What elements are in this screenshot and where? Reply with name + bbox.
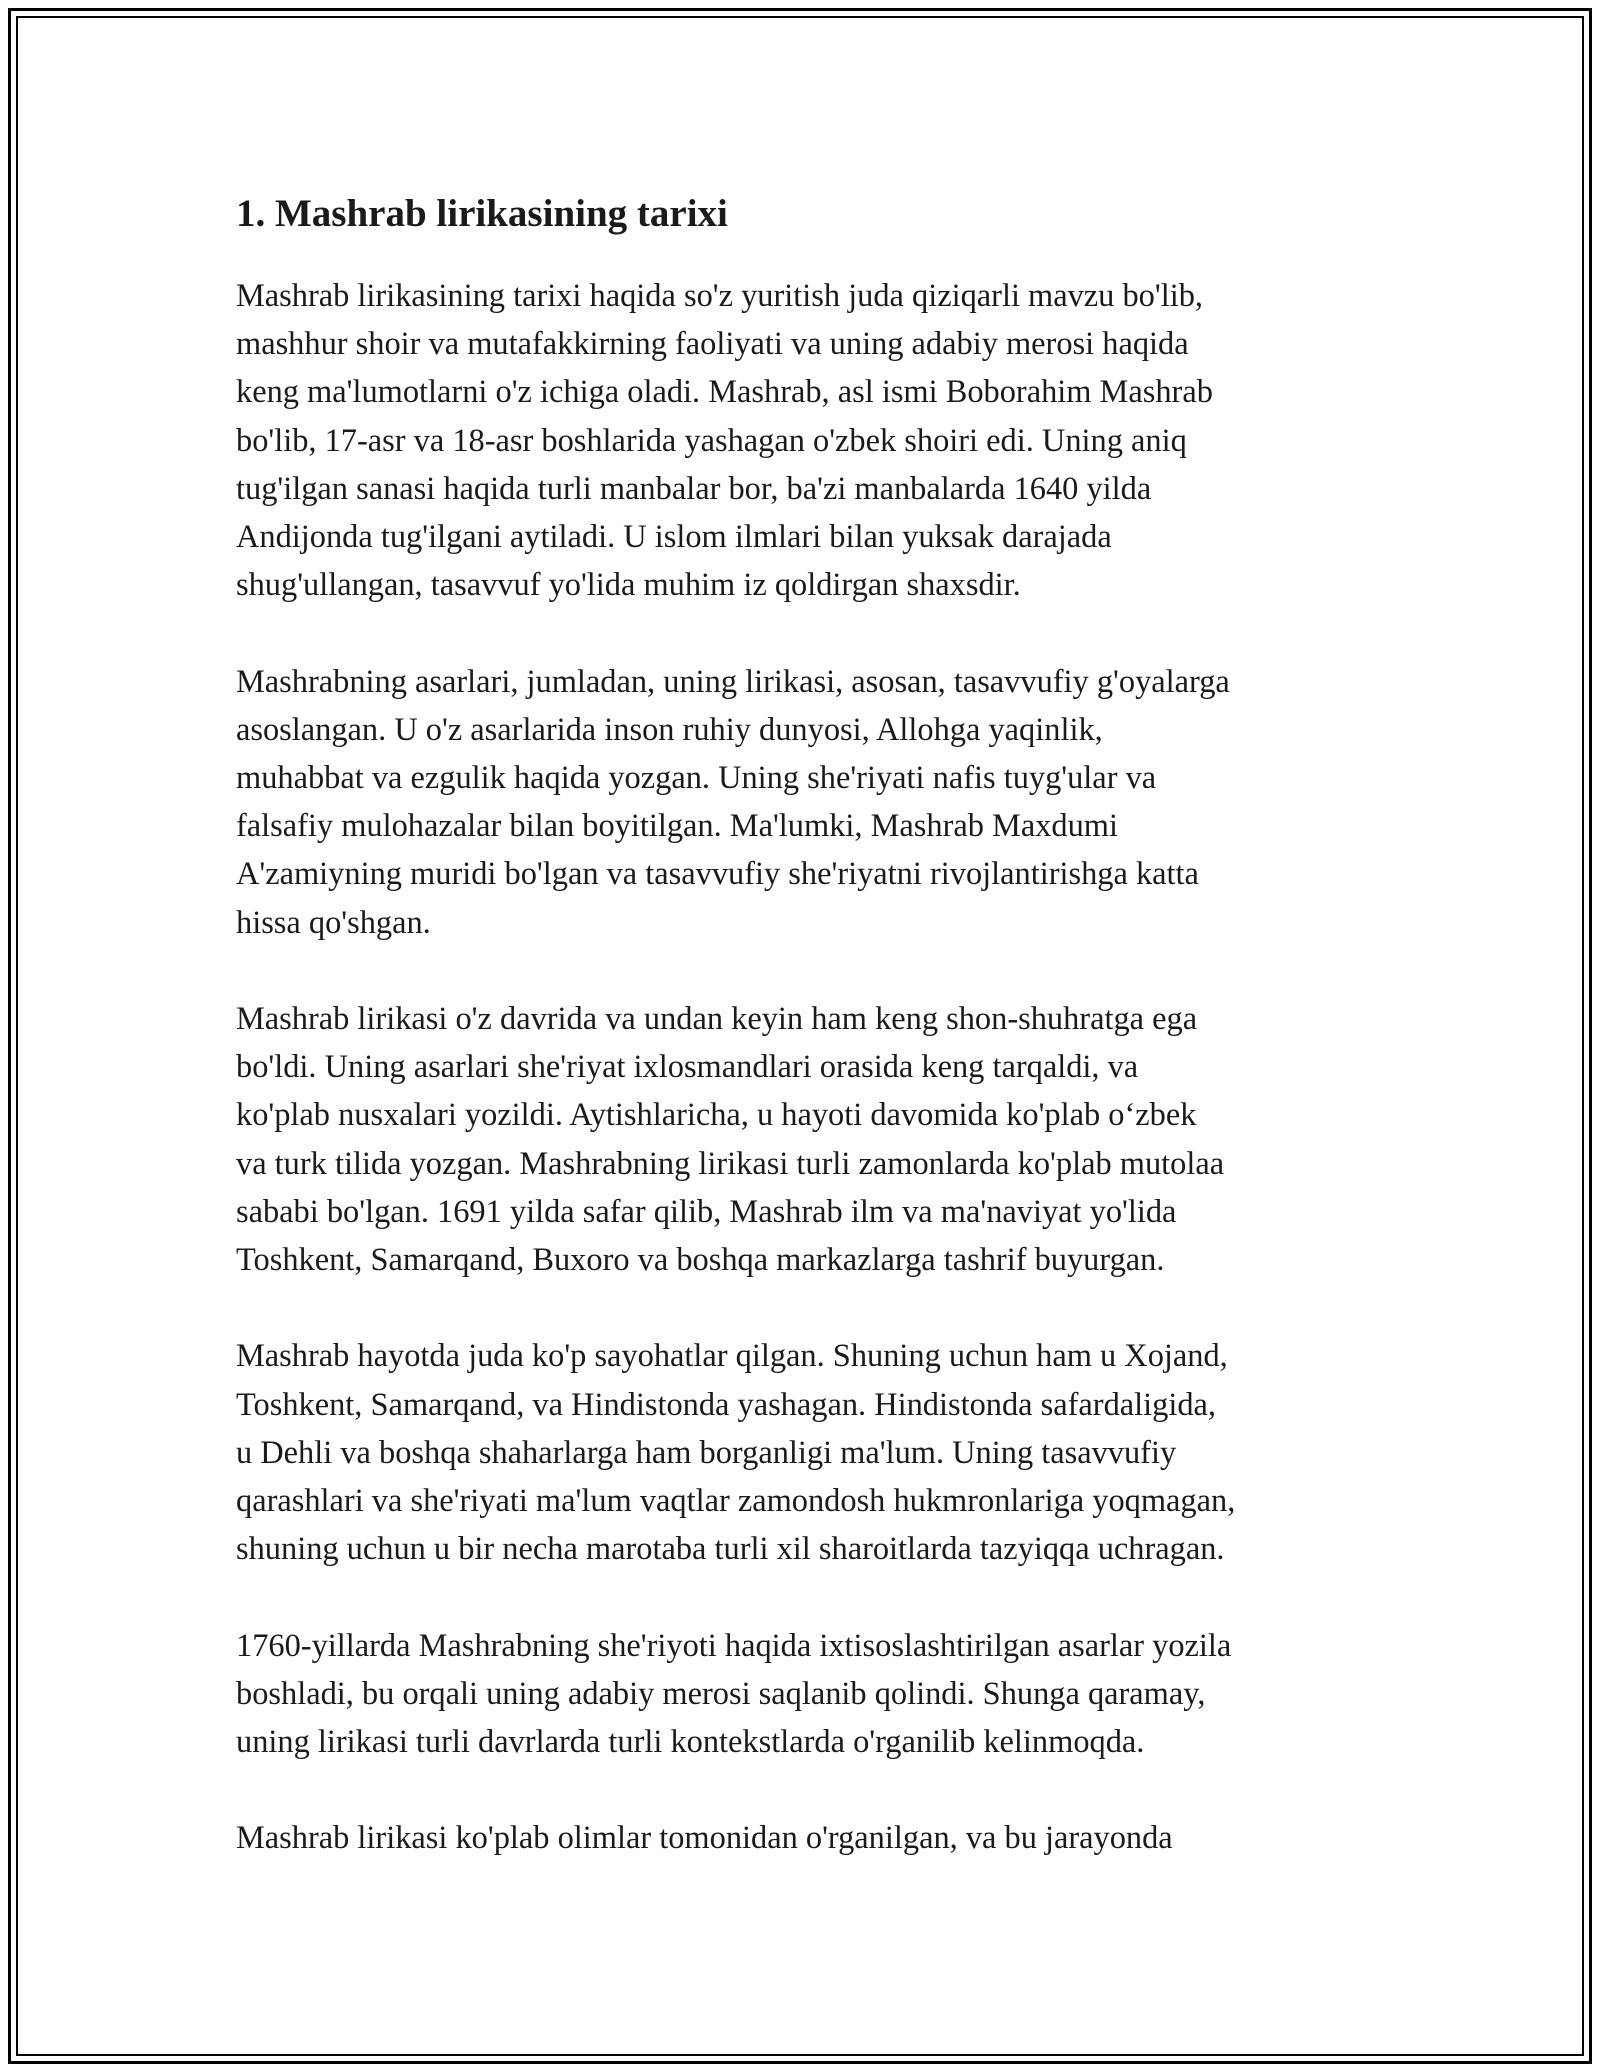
paragraph-2: Mashrabning asarlari, jumladan, uning lirikasi, asosan, tasavvufiy g'oyalarga asoslangan. U o'z asarlarida inson ruhiy dunyosi, Allohga yaqinlik, muhabbat va ezgulik haqida yozgan. Uning she'riyati nafis tuyg'ular va falsafiy mulohazalar bilan boyitilgan. Ma'lumki, Mashrab Maxdumi A'zamiyning muridi bo'lgan va tasavvufiy she'riyatni rivojlantirishga katta hissa qo'shgan. [236,663,1230,941]
paragraph-1: Mashrab lirikasining tarixi haqida so'z yuritish juda qiziqarli mavzu bo'lib, mashhur shoir va mutafakkirning faoliyati va uning adabiy merosi haqida keng ma'lumotlarni o'z ichiga oladi. Mashrab, asl ismi Boborahim Mashrab bo'lib, 17-asr va 18-asr boshlarida yashagan o'zbek shoiri edi. Uning aniq tug'ilgan sanasi haqida turli manbalar bor, ba'zi manbalarda 1640 yilda Andijonda tug'ilgani aytiladi. U islom ilmlari bilan yuksak darajada shug'ullangan, tasavvuf yo'lida muhim iz qoldirgan shaxsdir. [236,278,1213,604]
paragraph-6: Mashrab lirikasi ko'plab olimlar tomonidan o'rganilgan, va bu jarayonda [236,1820,1173,1857]
paragraph-4: Mashrab hayotda juda ko'p sayohatlar qilgan. Shuning uchun ham u Xojand, Toshkent, Samarqand, va Hindistonda yashagan. Hindistonda safardaligida, u Dehli va boshqa shaharlarga ham borganligi ma'lum. Uning tasavvufiy qarashlari va she'riyati ma'lum vaqtlar zamondosh hukmronlariga yoqmagan, shuning uchun u bir necha marotaba turli xil sharoitlarda tazyiqqa uchragan. [236,1338,1236,1568]
paragraph-5: 1760-yillarda Mashrabning she'riyoti haqida ixtisoslashtirilgan asarlar yozila boshladi, bu orqali uning adabiy merosi saqlanib qolindi. Shunga qaramay, uning lirikasi turli davrlarda turli kontekstlarda o'rganilib kelinmoqda. [236,1627,1232,1761]
section-heading: 1. Mashrab lirikasining tarixi [236,192,728,235]
document-body [236,186,1400,1911]
paragraph-3: Mashrab lirikasi o'z davrida va undan keyin ham keng shon-shuhratga ega bo'ldi. Uning asarlari she'riyat ixlosmandlari orasida keng tarqaldi, va ko'plab nusxalari yozildi. Aytishlaricha, u hayoti davomida ko'plab o‘zbek va turk tilida yozgan. Mashrabning lirikasi turli zamonlarda ko'plab mutolaa sababi bo'lgan. 1691 yilda safar qilib, Mashrab ilm va ma'naviyat yo'lida Toshkent, Samarqand, Buxoro va boshqa markazlarga tashrif buyurgan. [236,1001,1225,1279]
